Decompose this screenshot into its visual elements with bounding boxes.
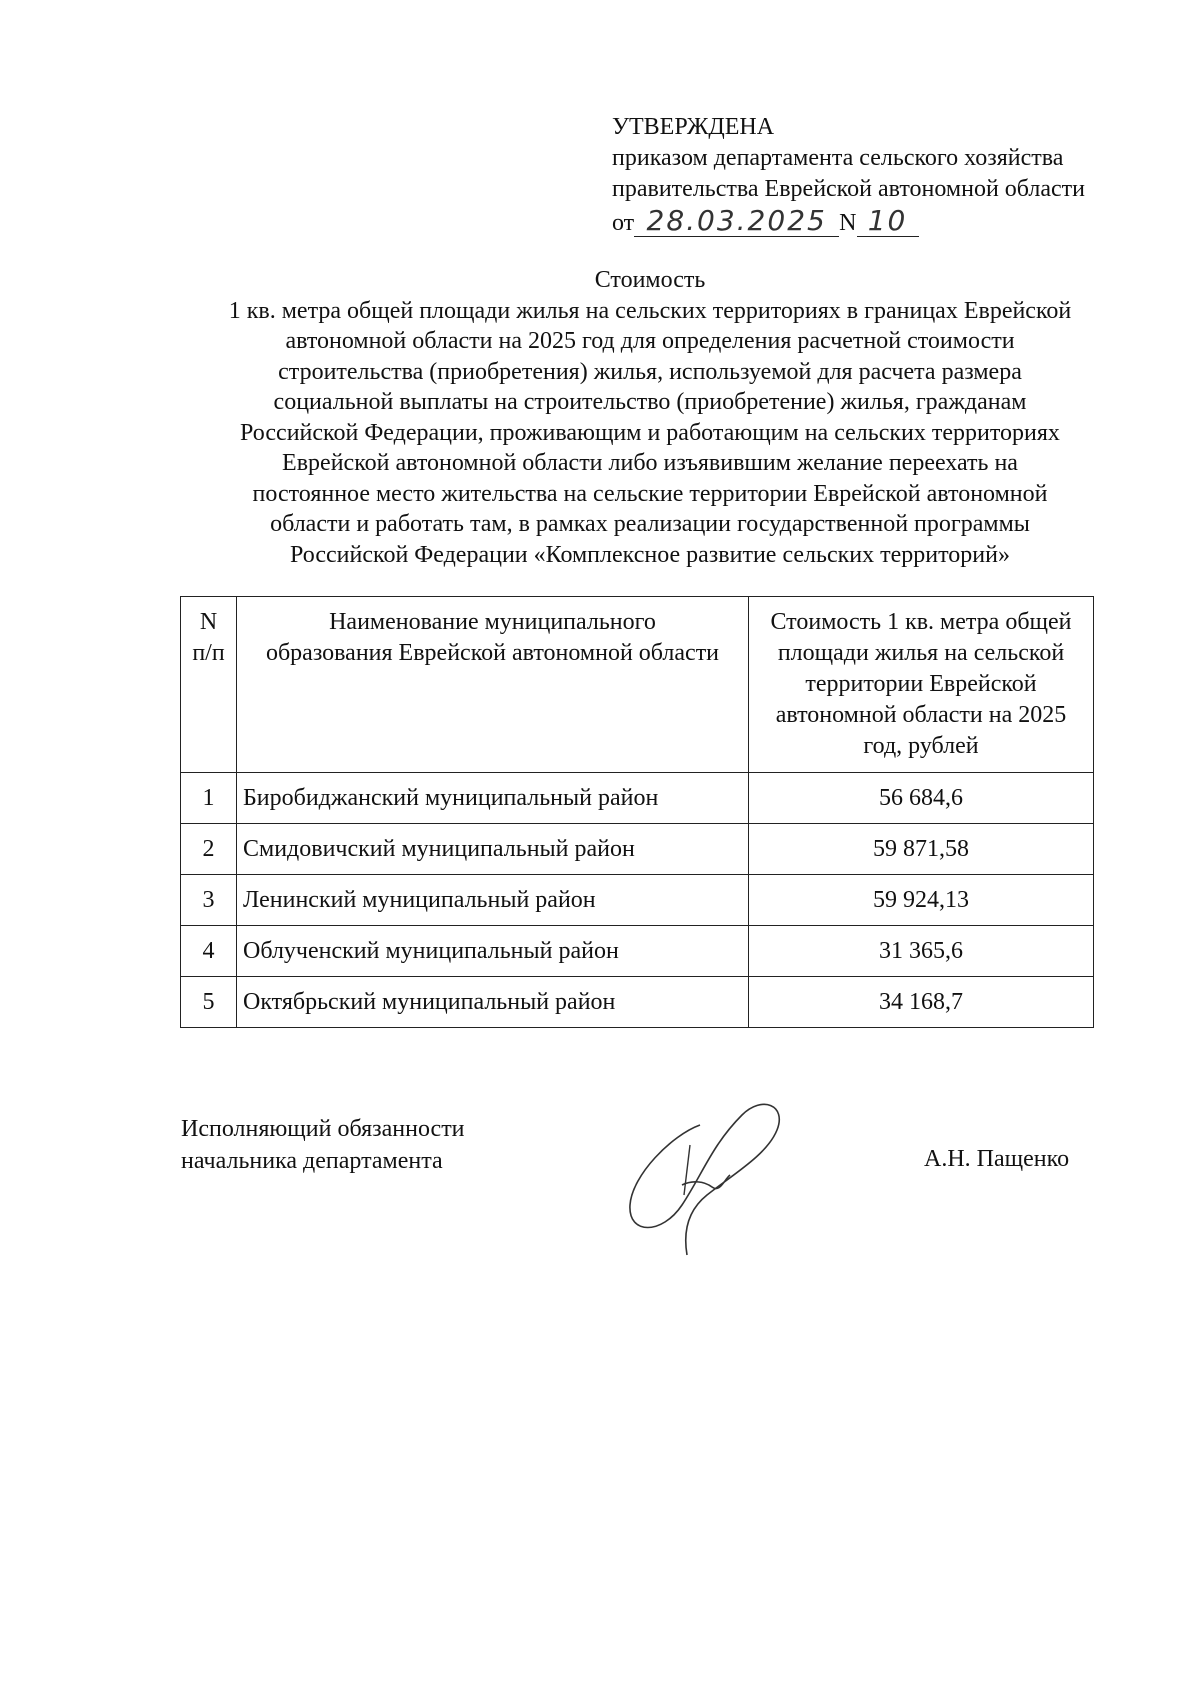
header-cost: Стоимость 1 кв. метра общей площади жилья на сельской территории Еврейской автономной области на 2025 год, рублей [749,597,1094,773]
title-line: автономной области на 2025 год для определения расчетной стоимости [285,328,1015,354]
row-number: 3 [181,875,237,926]
title-line: области и работать там, в рамках реализации государственной программы [270,511,1030,537]
handwritten-date: 28.03.2025 [634,205,839,237]
date-prefix: от [612,210,635,236]
title-line: Еврейской автономной области либо изъявившим желание переехать на [282,450,1018,476]
row-cost: 34 168,7 [749,977,1094,1028]
handwritten-number: 10 [857,205,919,237]
approval-block [612,112,1085,239]
position-line-2: начальника департамента [181,1148,443,1174]
header-municipality: Наименование муниципального образования Еврейской автономной области [237,597,749,773]
signatory-name: А.Н. Пащенко [924,1146,1070,1172]
header-number: N п/п [181,597,237,773]
title-line: Российской Федерации, проживающим и работающим на сельских территориях [240,419,1060,446]
row-cost: 59 924,13 [749,875,1094,926]
row-municipality: Облученский муниципальный район [237,926,749,977]
approval-date-line [612,205,1085,239]
row-municipality: Октябрьский муниципальный район [237,977,749,1028]
row-cost: 59 871,58 [749,824,1094,875]
row-cost: 56 684,6 [749,773,1094,824]
row-number: 2 [181,824,237,875]
table-row [181,926,1094,977]
row-cost: 31 365,6 [749,926,1094,977]
signatory-position [181,1113,465,1177]
row-municipality: Биробиджанский муниципальный район [237,773,749,824]
table-header-row [181,597,1094,773]
title-line: 1 кв. метра общей площади жилья на сельских территориях в границах Еврейской [228,297,1072,324]
cost-table [180,596,1094,1028]
table-row [181,773,1094,824]
table-row [181,875,1094,926]
title-line: постоянное место жительства на сельские территории Еврейской автономной [252,480,1048,507]
row-number: 4 [181,926,237,977]
row-municipality: Ленинский муниципальный район [237,875,749,926]
title-line: Российской Федерации «Комплексное развитие сельских территорий» [290,541,1010,568]
position-line-1: Исполняющий обязанности [181,1116,465,1142]
title-heading: Стоимость [594,267,706,293]
approval-line-2: правительства Еврейской автономной области [612,176,1086,202]
row-municipality: Смидовичский муниципальный район [237,824,749,875]
table-row [181,824,1094,875]
handwritten-signature [612,1085,792,1265]
row-number: 1 [181,773,237,824]
row-number: 5 [181,977,237,1028]
document-title [170,265,1130,570]
approval-heading: УТВЕРЖДЕНА [612,114,775,140]
number-prefix: N [839,210,857,236]
table-row [181,977,1094,1028]
title-line: строительства (приобретения) жилья, используемой для расчета размера [278,358,1022,385]
approval-line-1: приказом департамента сельского хозяйства [612,145,1064,171]
title-line: социальной выплаты на строительство (приобретение) жилья, гражданам [273,389,1027,415]
